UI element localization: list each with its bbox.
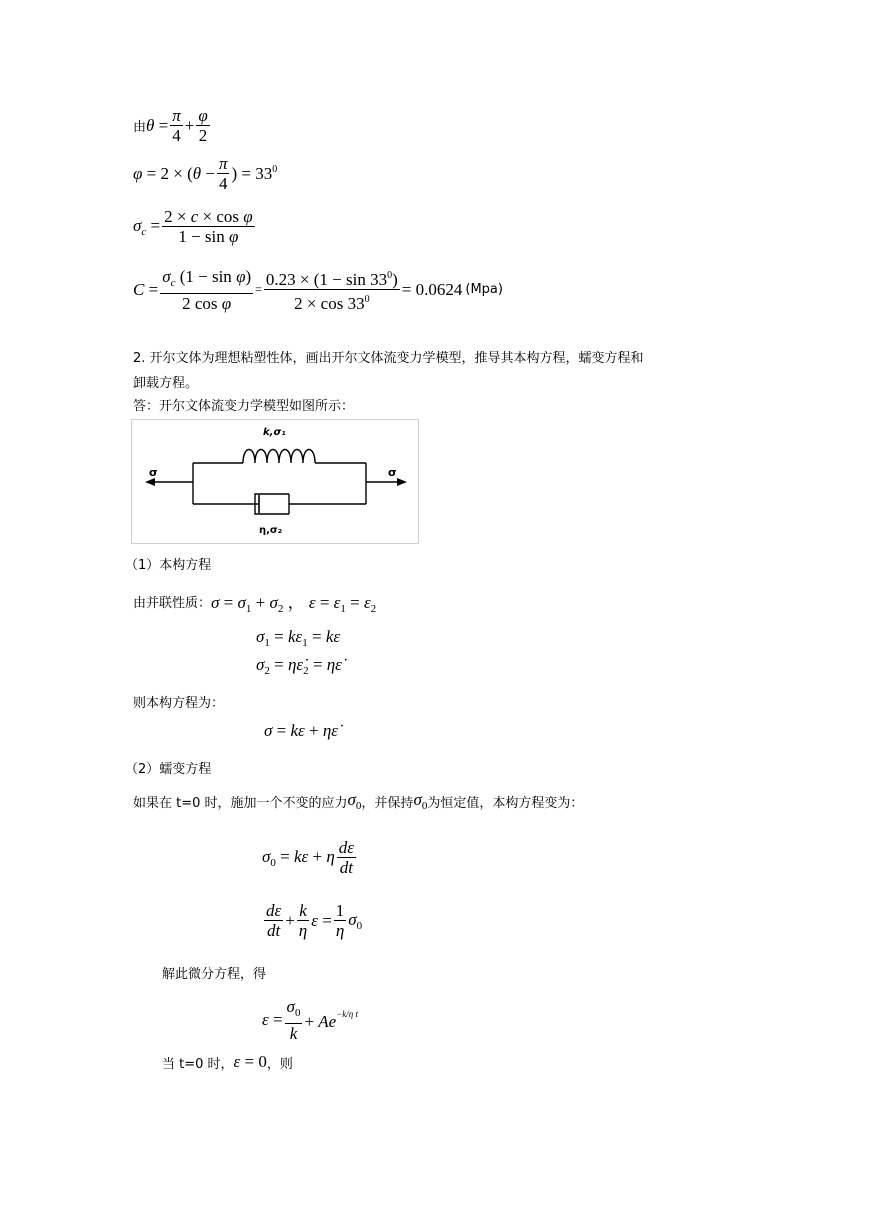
eq-phi: φ = 2 × (θ − $\frac{\pi}{4}$ ) = $33^0$ <box>133 154 278 193</box>
solve-label: 解此微分方程，得 <box>162 967 267 982</box>
unit-mpa: (Mpa) <box>465 282 503 297</box>
section-2-title: （2）蠕变方程 <box>125 762 212 777</box>
figure-right-label: σ <box>388 466 397 479</box>
eq-theta: 由 θ = $\frac{\pi}{4}$ + $\frac{\varphi}{2}$ <box>133 106 208 145</box>
eq-creep-solution: ε = $\frac{\sigma_0}{k}$ + $Ae^{-k/\eta t}$ <box>262 997 359 1043</box>
initial-condition-line: 当 t=0 时， ε = 0 ，则 <box>162 1052 293 1072</box>
eq-C: C = $\frac{\sigma_c (1 - \sin \varphi)}{\text{2 cos φ}}$ = $\frac{0.23 \times (1 - \sin 33^0)}{2 \times \cos 33^0}$ = 0.0624 (Mpa) <box>133 266 503 313</box>
question-2-cont: 卸载方程。 <box>133 376 199 391</box>
eq-creep-2: $\frac{d\varepsilon}{dt}$ + $\frac{k}{\eta}$ ε = $\frac{1}{\eta}$ $\sigma_0$ <box>266 901 363 940</box>
creep-intro-c: 为恒定值，本构方程变为： <box>427 795 584 811</box>
section-1-title: （1）本构方程 <box>125 558 212 573</box>
figure-top-label: k,σ₁ <box>263 427 286 438</box>
question-2: 2. 开尔文体为理想粘塑性体，画出开尔文体流变力学模型，推导其本构方程，蠕变方程和 <box>133 351 644 366</box>
kelvin-model-figure <box>131 419 419 544</box>
creep-intro-line: 如果在 t=0 时，施加一个不变的应力 $\sigma_0$ ，并保持 $\sigma_0$ 为恒定值，本构方程变为： <box>133 790 584 812</box>
eq-constitutive: σ = kε + ηε̇ <box>264 721 338 740</box>
parallel-label: 由并联性质： <box>133 596 212 611</box>
when-a: 当 t=0 时， <box>162 1056 234 1072</box>
creep-intro-b: ，并保持 <box>361 795 414 811</box>
when-b: ，则 <box>266 1056 293 1072</box>
parallel-property-line: 由并联性质： $\sigma = \sigma_1 + \sigma_2$ ， $\varepsilon = \varepsilon_1 = \varepsilon_2$ <box>133 593 377 615</box>
creep-intro-a: 如果在 t=0 时，施加一个不变的应力 <box>133 795 348 811</box>
eq-sigma-c: $\sigma_c$ = $\frac{\text{2 × c × cos φ}}{\text{1 − sin φ}}$ <box>133 207 253 246</box>
figure-bottom-label: η,σ₂ <box>259 525 283 536</box>
eq-sigma2: $\sigma_2$ = $\eta\varepsiloṅ_2$ = ηε̇ <box>256 655 342 677</box>
constitutive-label: 则本构方程为： <box>133 696 225 711</box>
eq-sigma1: $\sigma_1 = k\varepsilon_1 = k\varepsilon$ <box>256 627 341 649</box>
eq-creep-1: $\sigma_0 = k\varepsilon + \eta$ $\frac{d\varepsilon}{dt}$ <box>262 838 354 877</box>
text-you: 由 <box>133 120 147 135</box>
answer-intro: 答：开尔文体流变力学模型如图所示： <box>133 399 355 414</box>
figure-left-label: σ <box>149 466 158 479</box>
